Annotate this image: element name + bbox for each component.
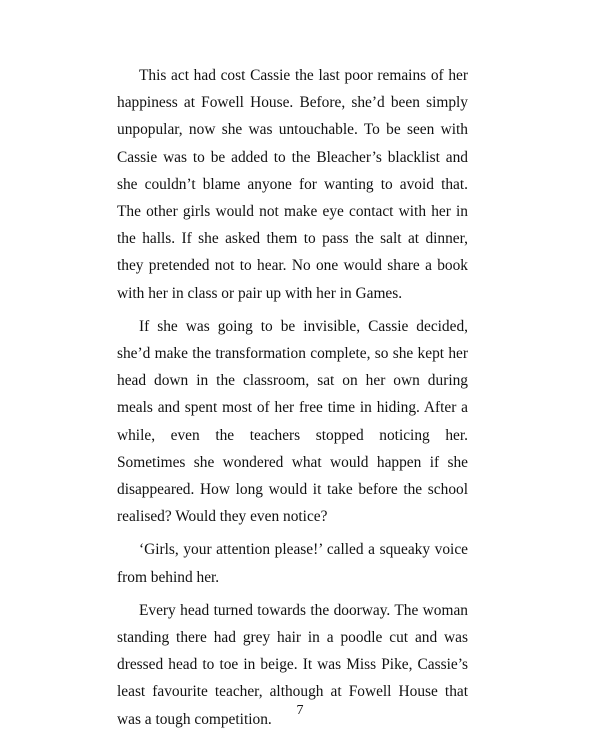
paragraph: ‘Girls, your attention please!’ called a squeaky voice from behind her. bbox=[117, 541, 468, 586]
paragraph: If she was going to be invisible, Cassie decided, she’d make the transformation complete, so she kept her head down in the classroom, sat on her own during meals and spent most of her free time in hiding. After a while, even the teachers stopped noticing her. Sometimes she wondered what would happen if she disappeared. How long would it take before the school realised? Would they even notice? bbox=[117, 317, 468, 526]
paragraph: Every head turned towards the doorway. The woman standing there had grey hair in a poodle cut and was dressed head to toe in beige. It was Miss Pike, Cassie’s least favourite teacher, although at Fowell House that was a tough competition. bbox=[117, 601, 468, 728]
page-number: 7 bbox=[296, 703, 304, 718]
paragraph: This act had cost Cassie the last poor remains of her happiness at Fowell House. Before, she’d been simply unpopular, now she was untouchable. To be seen with Cassie was to be added to the Bleacher’s blacklist and she couldn’t blame anyone for wanting to avoid that. The other girls would not make eye contact with her in the halls. If she asked them to pass the salt at dinner, they pretended not to hear. No one would share a book with her in class or pair up with her in Games. bbox=[117, 67, 468, 302]
body-text bbox=[117, 62, 468, 739]
